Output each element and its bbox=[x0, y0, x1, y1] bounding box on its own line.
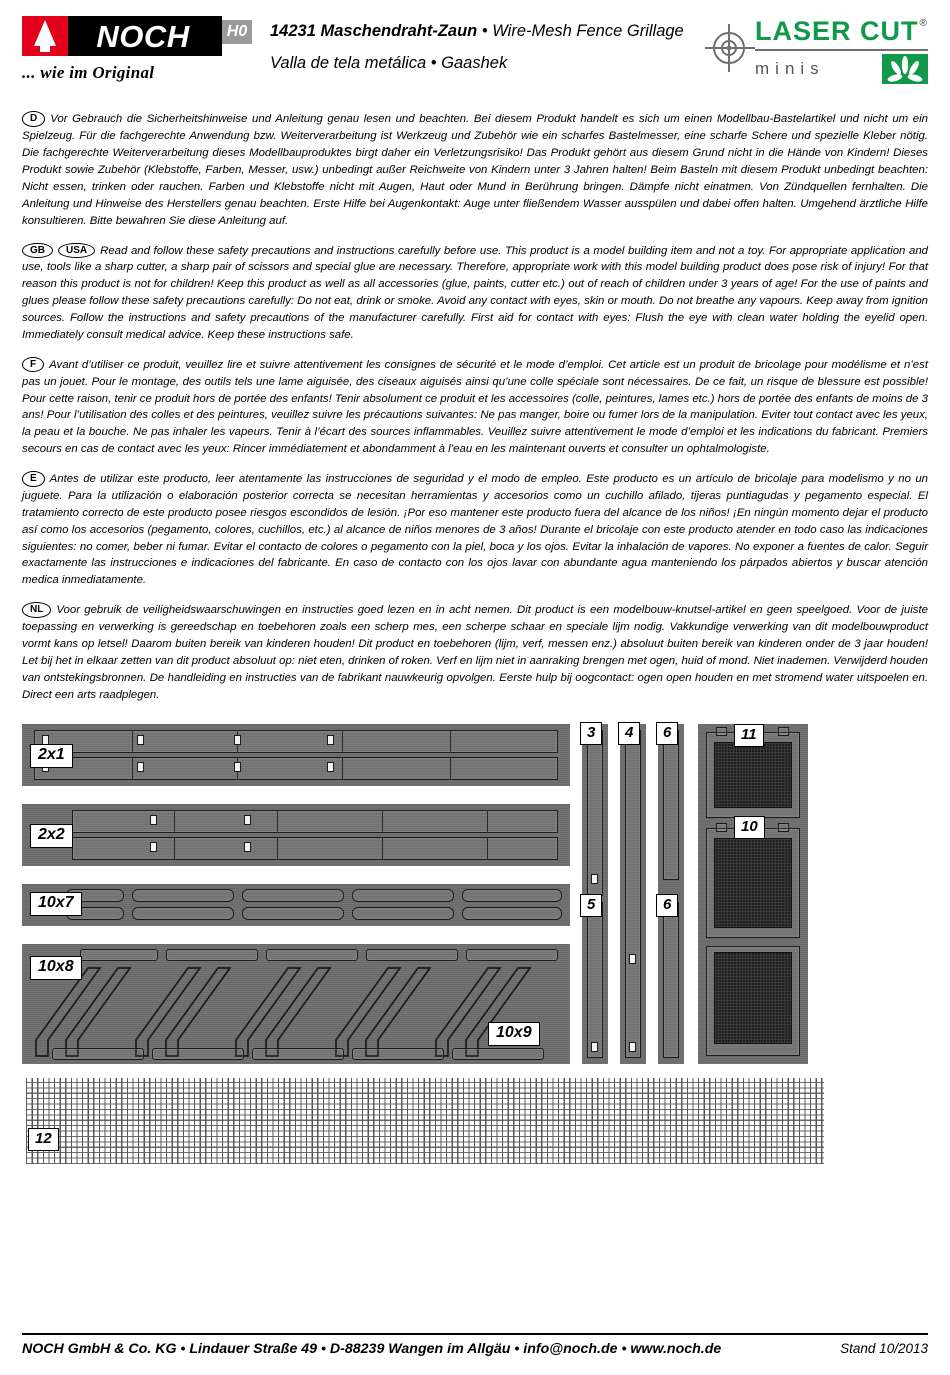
safety-text-es: Antes de utilizar este producto, leer atentamente las instrucciones de seguridad y el modo de empleo. Este producto es un artículo de bricolaje para modelismo y no un juguete. Para la utilización o elaboración posterior correcta se necesitan herramientas y accesorios como un cuchillo afilado, tijeras puntiagudas y pegamento especial. El tratamiento correcto de este producto posee riesgos escondidos de lesión. ¡Por eso mantener este producto fuera del alcance de los niños! ¡En ningún momento dejar el producto así como los accesorios (pegamento, colores, cuchillos, etc.) al alcance de niños menores de 3 años! Durante el bricolaje con este producto atender en todo caso las indicaciones siguientes: no comer, beber ni fumar. Evitar el contacto de colores o pegamento con la piel, boca y los ojos. Evitar la inhalación de vapores. No exponer a fuentes de calor. Seguir exactamente las instrucciones e indicaciones del fabricante. En caso de contacto con los ojos lavar con abundante agua manteniendo los párpados abiertos y buscar atención medica inmediatamente. bbox=[22, 473, 928, 587]
flag-badge-nl: NL bbox=[22, 602, 51, 618]
part-sheet-4 bbox=[620, 724, 646, 1064]
part-nub bbox=[244, 815, 251, 825]
laser-cut-minis-logo bbox=[703, 12, 928, 84]
post-cut bbox=[587, 902, 603, 1058]
slat-cut bbox=[242, 889, 344, 902]
noch-tagline: ... wie im Original bbox=[22, 63, 155, 82]
slat-cut bbox=[352, 889, 454, 902]
minis-wordmark: minis bbox=[755, 59, 825, 78]
logo-divider bbox=[755, 49, 928, 51]
rail-divider bbox=[132, 730, 133, 753]
diagonal-brace-cuts bbox=[22, 944, 570, 1064]
part-label-11: 11 bbox=[734, 724, 764, 747]
rail-cut bbox=[34, 757, 558, 780]
slat-cut bbox=[462, 889, 562, 902]
part-label-3: 3 bbox=[580, 722, 602, 745]
post-cut bbox=[625, 730, 641, 1058]
part-nub bbox=[150, 842, 157, 852]
safety-paragraph-es bbox=[22, 471, 928, 589]
part-nub bbox=[234, 762, 241, 772]
product-title-secondary: Valla de tela metálica • Gaashek bbox=[270, 54, 508, 72]
safety-text-nl: Voor gebruik de veiligheidswaarschuwingen en instructies goed lezen en in acht nemen. Dit product is een modelbouw-knutsel-artikel en geen speelgoed. Voor de juiste toepassing en verwerking is gereedschap en toebehoren zoals een scherp mes, een scherpe schaar en speciale lijm nodig. Vakkundige verwerking van dit modelbouwproduct vormt kans op letsel! Daarom buiten bereik van kinderen houden! Dit product en toebehoren (lijm, verf, messen enz.) absoluut buiten bereik van kinderen onder de 3 jaar houden! Let bij het in elkaar zetten van dit product absoluut op: niet eten, drinken of roken. Verf en lijm niet in aanraking brengen met ogen, huid of mond. Niet inademen. Verwijderd houden van ontstekingsbronnen. De handleiding en instructies van de fabrikant nauwkeurig opvolgen. Eerste hulp bij oogcontact: ogen open houden en met stromend water uitspoelen en. Direct een arts raadplegen. bbox=[22, 604, 928, 701]
safety-text-de: Vor Gebrauch die Sicherheitshinweise und Anleitung genau lesen und beachten. Bei diesem Produkt handelt es sich um einen Modellbau-Bastelartikel und nicht um ein Spielzeug. Für die fachgerechte Anwendung bzw. Weiterverarbeitung ist Werkzeug und Zubehör wie ein scharfes Bastelmesser, eine scharfe Schere und spezielle Kleber nötig. Die fachgerechte Weiterverarbeitung dieses Modellbauproduktes birgt daher ein Verletzungsrisiko! Das Produkt gehört aus diesem Grund nicht in die Hände von Kindern! Dieses Produkt sowie Zubehör (Klebstoffe, Farben, Messer, usw.) unbedingt außer Reichweite von Kindern unter 3 Jahren halten! Beim Basteln mit diesem Produkt unbedingt beachten: Nicht essen, trinken oder rauchen. Farben und Klebstoffe nicht mit Augen, Haut oder Mund in Berührung bringen. Dämpfe nicht einatmen. Von Zündquellen fernhalten. Die Anleitung und Hinweise des Herstellers genau beachten. Erste Hilfe bei Augenkontakt: Auge unter fließendem Wasser ausspülen und dabei offen halten. Umgehend ärztliche Hilfe konsultieren. Bitte bewahren Sie diese Anleitung auf. bbox=[22, 113, 928, 227]
part-label-2x2: 2x2 bbox=[30, 824, 73, 848]
rail-cut bbox=[72, 837, 558, 860]
flag-badge-e: E bbox=[22, 471, 45, 487]
gate-mesh-lower bbox=[714, 952, 792, 1044]
part-label-12: 12 bbox=[28, 1128, 59, 1151]
leaf-plant-icon bbox=[882, 54, 928, 84]
safety-instructions bbox=[0, 111, 950, 703]
noch-logo bbox=[22, 12, 222, 83]
post-cut bbox=[663, 730, 679, 880]
noch-red-square bbox=[22, 16, 68, 56]
part-label-5: 5 bbox=[580, 894, 602, 917]
part-nub bbox=[150, 815, 157, 825]
gate-mesh-11 bbox=[714, 742, 792, 808]
part-label-10: 10 bbox=[734, 816, 765, 839]
scale-badge: H0 bbox=[222, 20, 252, 44]
safety-paragraph-en bbox=[22, 243, 928, 344]
part-sheet-10x8 bbox=[22, 944, 570, 1064]
part-label-2x1: 2x1 bbox=[30, 744, 73, 768]
flag-badge-d: D bbox=[22, 111, 45, 127]
part-label-6b: 6 bbox=[656, 894, 678, 917]
rail-divider bbox=[382, 810, 383, 833]
bottom-rail-cut bbox=[352, 1048, 444, 1060]
post-cut bbox=[587, 730, 603, 896]
slat-cut bbox=[352, 907, 454, 920]
bottom-rail-cut bbox=[52, 1048, 144, 1060]
noch-wordmark: NOCH bbox=[96, 18, 190, 54]
rail-divider bbox=[277, 837, 278, 860]
safety-paragraph-fr bbox=[22, 357, 928, 458]
footer-divider bbox=[22, 1333, 928, 1335]
part-label-6a: 6 bbox=[656, 722, 678, 745]
crosshair-target-icon bbox=[703, 18, 755, 79]
safety-text-fr: Avant d’utiliser ce produit, veuillez lire et suivre attentivement les consignes de sécurité et le mode d’emploi. Cet article est un produit de bricolage pour modélisme et n’est pas un jouet. Pour le montage, des outils tels une lame aiguisée, des ciseaux aiguisés ainsi qu’une colle spéciale sont nécessaires. De ce fait, un risque de blessure est possible! Pour cette raison, tenir ce produit hors de portée des enfants! Tenir absolument ce produit et les accessoires (colle, peintures, lames etc.) hors de portée des enfants de moins de 3 ans! Pour l’utilisation des colles et des peintures, veuillez suivre les précautions suivantes: Ne pas manger, boire ou fumer lors de la manipulation. Eviter tout contact avec les yeux, la peau et la bouche. Ne pas inhaler les vapeurs. Tenir à l’écart des sources inflammables. Veuillez suivre attentivement le mode d’emploi et les indications du fabricant. Premiers secours en cas de contact avec les yeux: Rincer immédiatement et abondamment à l’eau en les maintenant ouverts et consulter un ophtalmologiste. bbox=[22, 358, 928, 456]
part-sheet-10x7 bbox=[22, 884, 570, 926]
part-nub bbox=[137, 735, 144, 745]
part-nub bbox=[137, 762, 144, 772]
part-sheet-2x1 bbox=[22, 724, 570, 786]
part-label-4: 4 bbox=[618, 722, 640, 745]
safety-text-en: Read and follow these safety precautions and instructions carefully before use. This product is a model building item and not a toy. For appropriate application and use, tools like a sharp cutter, a sharp pair of scissors and special glue are necessary. Therefore, appropriate work with this model building product does pose risk of injury! For that reason this product is not for children! Keep this product as well as all accessories (glue, paints, cutter etc.) out of reach of children under 3 years of age! For the use of paints and glues please follow these safety precautions carefully: Do not eat, drink or smoke. Avoid any contact with eyes, skin or mouth. Do not breathe any vapours. Keep away from ignition sources. Follow the instructions and safety precautions of the manufacturer carefully. First aid for contact with eyes: Flush the eye with clean water holding the eyelid open. Immediately consult medical advice. Keep these instructions safe. bbox=[22, 244, 928, 341]
part-label-10x9: 10x9 bbox=[488, 1022, 540, 1046]
part-nub bbox=[629, 954, 636, 964]
gate-mesh-10 bbox=[714, 838, 792, 928]
page-footer bbox=[22, 1333, 928, 1357]
part-nub bbox=[629, 1042, 636, 1052]
product-title-de: Maschendraht-Zaun bbox=[320, 22, 478, 40]
flag-badge-f: F bbox=[22, 357, 44, 373]
laser-cut-wordmark: LASER CUT bbox=[755, 16, 919, 46]
gate-tab bbox=[716, 727, 727, 736]
rail-divider bbox=[450, 757, 451, 780]
rail-divider bbox=[342, 757, 343, 780]
part-label-10x8: 10x8 bbox=[30, 956, 82, 980]
rail-divider bbox=[342, 730, 343, 753]
wire-mesh-sheet-12 bbox=[26, 1078, 824, 1164]
bottom-rail-cut bbox=[152, 1048, 244, 1060]
pine-tree-icon bbox=[22, 16, 68, 56]
slat-cut bbox=[132, 889, 234, 902]
noch-black-box bbox=[68, 16, 222, 56]
rail-divider bbox=[450, 730, 451, 753]
parts-diagram bbox=[22, 716, 928, 1171]
part-sheet-2x2 bbox=[22, 804, 570, 866]
rail-divider bbox=[174, 810, 175, 833]
product-title-en: Wire-Mesh Fence Grillage bbox=[492, 22, 684, 40]
rail-divider bbox=[132, 757, 133, 780]
rail-divider bbox=[487, 810, 488, 833]
post-cut bbox=[663, 902, 679, 1058]
slat-cut bbox=[242, 907, 344, 920]
bottom-rail-cut bbox=[452, 1048, 544, 1060]
title-row-primary bbox=[222, 20, 703, 44]
gate-tab bbox=[778, 823, 789, 832]
company-address: NOCH GmbH & Co. KG • Lindauer Straße 49 • D-88239 Wangen im Allgäu • info@noch.de • www.noch.de bbox=[22, 1341, 722, 1357]
page-header bbox=[0, 0, 950, 100]
flag-badge-gb: GB bbox=[22, 243, 53, 259]
part-sheet-gates bbox=[698, 724, 808, 1064]
rail-divider bbox=[487, 837, 488, 860]
slat-cut bbox=[462, 907, 562, 920]
slat-cut bbox=[132, 907, 234, 920]
rail-divider bbox=[174, 837, 175, 860]
rail-divider bbox=[382, 837, 383, 860]
article-number: 14231 bbox=[270, 22, 316, 40]
noch-logo-bar bbox=[22, 16, 222, 56]
title-separator: • bbox=[481, 22, 488, 40]
safety-paragraph-nl bbox=[22, 602, 928, 703]
rail-cut bbox=[72, 810, 558, 833]
safety-paragraph-de bbox=[22, 111, 928, 229]
part-label-10x7: 10x7 bbox=[30, 892, 82, 916]
rail-divider bbox=[277, 810, 278, 833]
title-block bbox=[222, 12, 703, 73]
gate-tab bbox=[778, 727, 789, 736]
flag-badge-usa: USA bbox=[58, 243, 95, 259]
gate-tab bbox=[716, 823, 727, 832]
part-nub bbox=[244, 842, 251, 852]
rail-cut bbox=[34, 730, 558, 753]
product-title bbox=[270, 20, 684, 42]
part-nub bbox=[591, 1042, 598, 1052]
bottom-rail-cut bbox=[252, 1048, 344, 1060]
part-nub bbox=[591, 874, 598, 884]
registered-mark: ® bbox=[919, 18, 927, 29]
part-nub bbox=[327, 735, 334, 745]
part-nub bbox=[327, 762, 334, 772]
revision-date: Stand 10/2013 bbox=[840, 1341, 928, 1356]
part-nub bbox=[234, 735, 241, 745]
